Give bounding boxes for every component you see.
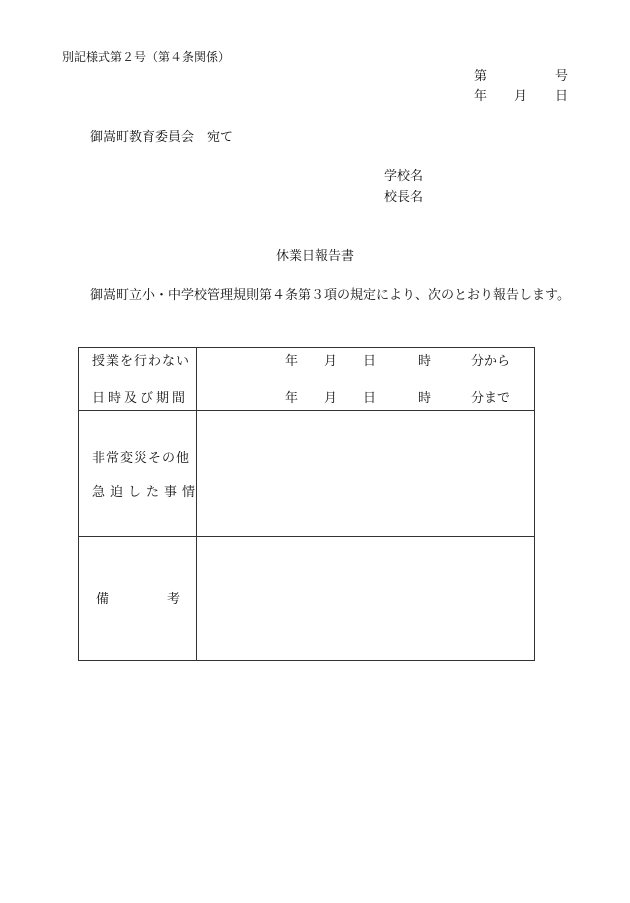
from-hour-unit: 時 — [418, 354, 432, 369]
report-table — [78, 347, 535, 661]
table-column-divider — [196, 348, 197, 660]
form-label: 別記様式第２号（第４条関係） — [62, 50, 231, 64]
number-suffix: 号 — [555, 69, 569, 84]
number-prefix: 第 — [474, 69, 488, 84]
date-year-label: 年 — [474, 89, 488, 104]
to-month-unit: 月 — [324, 391, 338, 406]
from-minute-unit: 分から — [471, 354, 511, 369]
period-label-line2: 日時及び期間 — [92, 391, 189, 406]
date-month-label: 月 — [514, 89, 528, 104]
table-row-divider — [79, 536, 534, 537]
reason-label-line1: 非常変災その他 — [92, 451, 191, 466]
to-minute-unit: 分まで — [471, 391, 511, 406]
addressee: 御嵩町教育委員会 宛て — [90, 130, 234, 145]
reason-label-line2: 急迫した事情 — [92, 485, 201, 500]
from-day-unit: 日 — [363, 354, 377, 369]
principal-name-label: 校長名 — [384, 190, 424, 205]
from-year-unit: 年 — [285, 354, 299, 369]
body-text: 御嵩町立小・中学校管理規則第４条第３項の規定により、次のとおり報告します。 — [90, 288, 570, 303]
to-day-unit: 日 — [363, 391, 377, 406]
school-name-label: 学校名 — [384, 169, 424, 184]
date-day-label: 日 — [555, 89, 569, 104]
to-hour-unit: 時 — [418, 391, 432, 406]
document-title: 休業日報告書 — [275, 249, 354, 264]
table-row-divider — [79, 410, 534, 411]
period-label-line1: 授業を行わない — [92, 354, 191, 369]
from-month-unit: 月 — [324, 354, 338, 369]
to-year-unit: 年 — [285, 391, 299, 406]
remarks-label-first: 備 — [96, 592, 110, 607]
remarks-label-second: 考 — [167, 592, 181, 607]
